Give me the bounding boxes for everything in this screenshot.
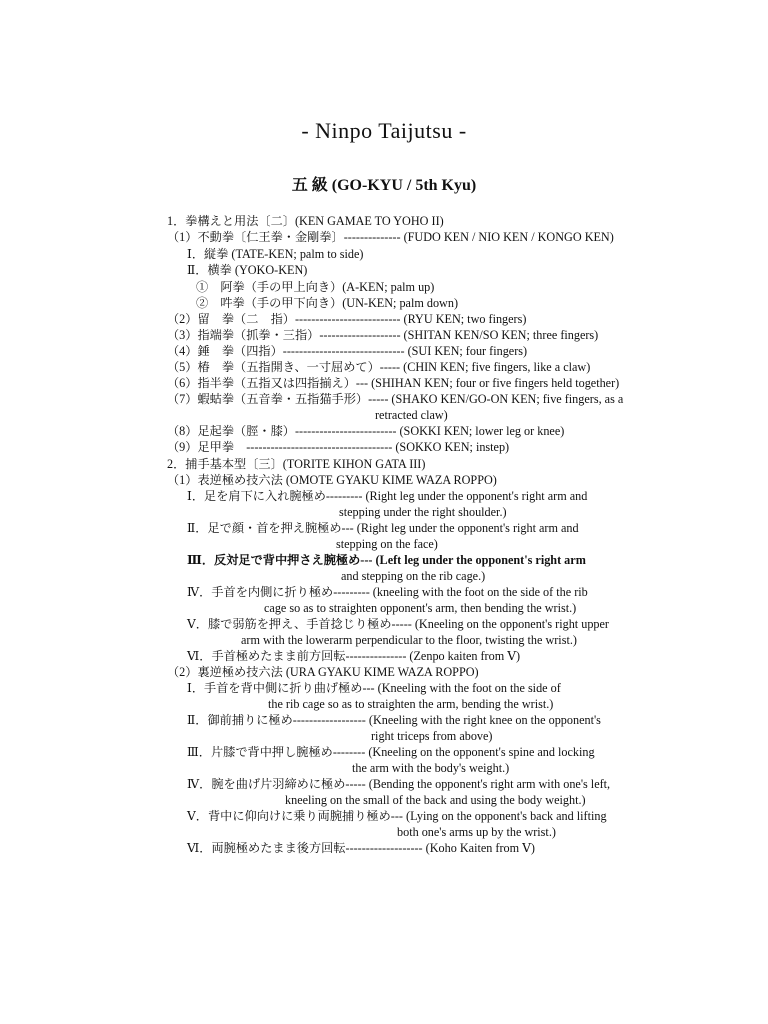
- syllabus-line: arm with the lowerarm perpendicular to the floor, twisting the wrist.): [241, 633, 577, 647]
- syllabus-line: stepping under the right shoulder.): [339, 505, 507, 519]
- page-subtitle: 五 級 (GO-KYU / 5th Kyu): [291, 177, 477, 194]
- syllabus-line: and stepping on the rib cage.): [341, 569, 486, 583]
- syllabus-line: （7）蝦蛄拳（五音拳・五指猫手形）----- (SHAKO KEN/GO-ON KEN; five fingers, as a: [167, 392, 624, 406]
- syllabus-line: Ⅰ．縦拳 (TATE-KEN; palm to side): [187, 247, 364, 261]
- syllabus-line: Ⅱ．横拳 (YOKO-KEN): [187, 263, 308, 277]
- syllabus-line: both one's arms up by the wrist.): [397, 825, 556, 839]
- syllabus-line: kneeling on the small of the back and using the body weight.): [285, 793, 586, 807]
- syllabus-line: Ⅵ．両腕極めたまま後方回転------------------- (Koho Kaiten from Ⅴ): [187, 841, 535, 855]
- syllabus-line: （5）椿 拳（五指開き、一寸屈めて）----- (CHIN KEN; five fingers, like a claw): [167, 360, 591, 374]
- syllabus-line: Ⅵ．手首極めたまま前方回転--------------- (Zenpo kaiten from Ⅴ): [187, 649, 521, 663]
- syllabus-line: （3）指端拳（抓拳・三指）-------------------- (SHITAN KEN/SO KEN; three fingers): [167, 328, 599, 342]
- syllabus-line: （1）不動拳〔仁王拳・金剛拳〕-------------- (FUDO KEN / NIO KEN / KONGO KEN): [167, 230, 614, 244]
- syllabus-line: right triceps from above): [371, 729, 493, 743]
- syllabus-line: the arm with the body's weight.): [352, 761, 510, 775]
- syllabus-line: ② 吽拳（手の甲下向き）(UN-KEN; palm down): [196, 296, 459, 310]
- syllabus-line: Ⅳ．手首を内側に折り極め--------- (kneeling with the foot on the side of the rib: [187, 585, 588, 599]
- syllabus-line: Ⅴ．背中に仰向けに乗り両腕捕り極め--- (Lying on the opponent's back and lifting: [187, 809, 607, 823]
- syllabus-line: （4）錘 拳（四指）------------------------------ (SUI KEN; four fingers): [167, 344, 528, 358]
- syllabus-line: Ⅲ．片膝で背中押し腕極め-------- (Kneeling on the opponent's spine and locking: [187, 745, 595, 759]
- syllabus-line: （2）留 拳（二 指）-------------------------- (RYU KEN; two fingers): [167, 312, 527, 326]
- syllabus-line: Ⅱ．御前捕りに極め------------------ (Kneeling with the right knee on the opponent's: [187, 713, 601, 727]
- syllabus-line: （6）指半拳（五指又は四指揃え）--- (SHIHAN KEN; four or five fingers held together): [167, 376, 620, 390]
- syllabus-line: （8）足起拳（脛・膝）------------------------- (SOKKI KEN; lower leg or knee): [167, 424, 565, 438]
- syllabus-line: Ⅰ．手首を背中側に折り曲げ極め--- (Kneeling with the foot on the side of: [187, 681, 561, 695]
- syllabus-line: （1）表逆極め技六法 (OMOTE GYAKU KIME WAZA ROPPO): [167, 473, 497, 487]
- syllabus-line: Ⅰ．足を肩下に入れ腕極め--------- (Right leg under the opponent's right arm and: [187, 489, 588, 503]
- syllabus-line: Ⅳ．腕を曲げ片羽締めに極め----- (Bending the opponent's right arm with one's left,: [187, 777, 611, 791]
- syllabus-line: 1．拳構えと用法〔二〕(KEN GAMAE TO YOHO II): [167, 214, 444, 228]
- syllabus-line: cage so as to straighten opponent's arm, then bending the wrist.): [264, 601, 577, 615]
- syllabus-line: Ⅱ．足で顔・首を押え腕極め--- (Right leg under the opponent's right arm and: [187, 521, 579, 535]
- syllabus-line: the rib cage so as to straighten the arm, bending the wrist.): [268, 697, 554, 711]
- syllabus-line: （9）足甲拳 ------------------------------------ (SOKKO KEN; instep): [167, 440, 510, 454]
- syllabus-line: retracted claw): [375, 408, 448, 422]
- syllabus-line: Ⅴ．膝で弱筋を押え、手首捻じり極め----- (Kneeling on the opponent's right upper: [187, 617, 609, 631]
- page-title: - Ninpo Taijutsu -: [301, 118, 467, 143]
- syllabus-line: ① 阿拳（手の甲上向き）(A-KEN; palm up): [196, 280, 435, 294]
- syllabus-line: Ⅲ．反対足で背中押さえ腕極め--- (Left leg under the opponent's right arm: [187, 553, 586, 567]
- syllabus-line: stepping on the face): [336, 537, 438, 551]
- syllabus-line: 2．捕手基本型〔三〕(TORITE KIHON GATA III): [167, 457, 426, 471]
- syllabus-line: （2）裏逆極め技六法 (URA GYAKU KIME WAZA ROPPO): [167, 665, 479, 679]
